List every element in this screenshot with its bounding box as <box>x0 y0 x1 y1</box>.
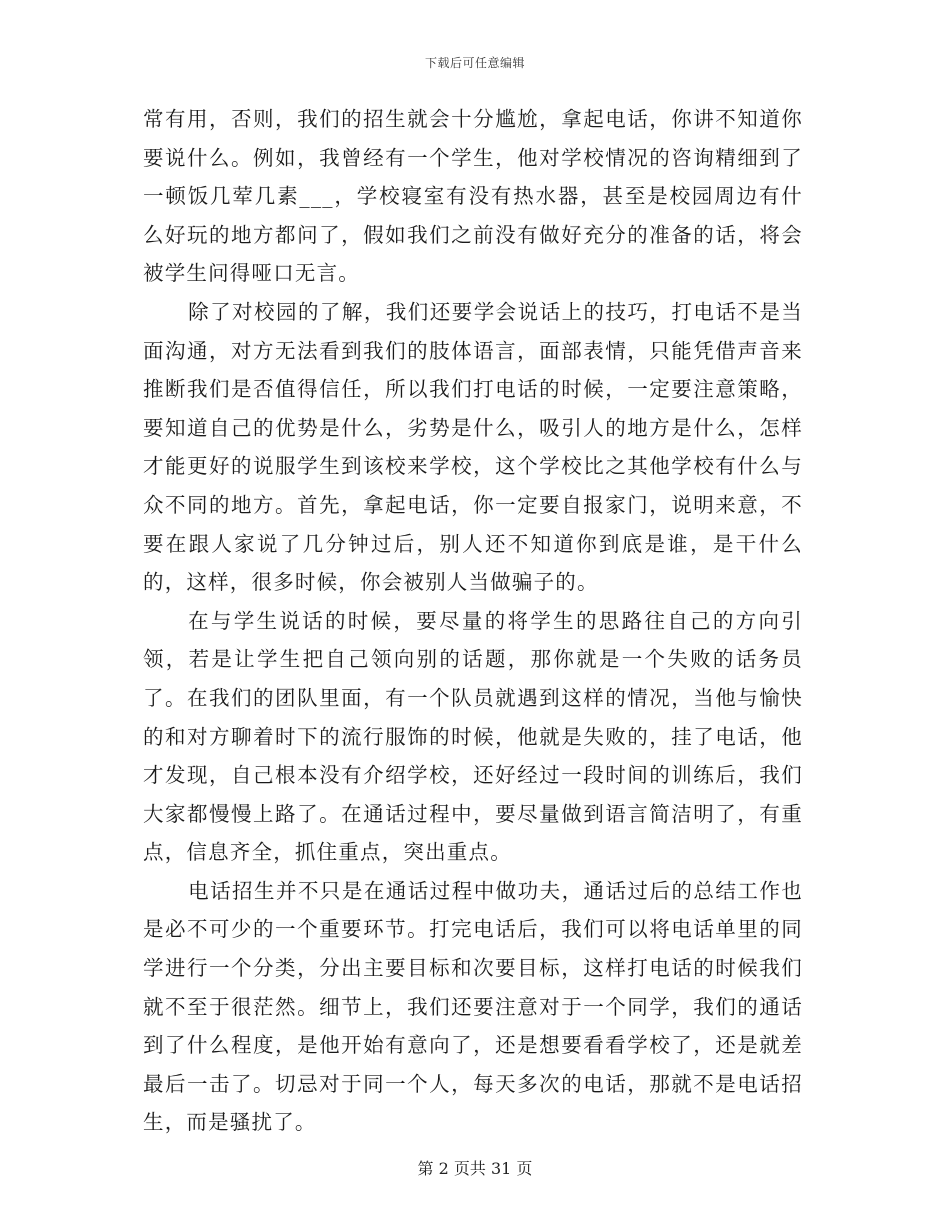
paragraph: 除了对校园的了解，我们还要学会说话上的技巧，打电话不是当面沟通，对方无法看到我们的肢体语言，面部表情，只能凭借声音来推断我们是否值得信任，所以我们打电话的时候，一定要注意策略，要知道自己的优势是什么，劣势是什么，吸引人的地方是什么，怎样才能更好的说服学生到该校来学校，这个学校比之其他学校有什么与众不同的地方。首先，拿起电话，你一定要自报家门，说明来意，不要在跟人家说了几分钟过后，别人还不知道你到底是谁，是干什么的，这样，很多时候，你会被别人当做骗子的。 <box>143 299 803 595</box>
page-number-footer: 第 2 页共 31 页 <box>417 1159 533 1178</box>
page-header: 下载后可任意编辑 <box>424 56 525 70</box>
paragraph: 常有用，否则，我们的招生就会十分尴尬，拿起电话，你讲不知道你要说什么。例如，我曾经有一个学生，他对学校情况的咨询精细到了一顿饭几荤几素___，学校寝室有没有热水器，甚至是校园周边有什么好玩的地方都问了，假如我们之前没有做好充分的准备的话，将会被学生问得哑口无言。 <box>143 107 803 286</box>
paragraph: 在与学生说话的时候，要尽量的将学生的思路往自己的方向引领，若是让学生把自己领向别的话题，那你就是一个失败的话务员了。在我们的团队里面，有一个队员就遇到这样的情况，当他与愉快的和对方聊着时下的流行服饰的时候，他就是失败的，挂了电话，他才发现，自己根本没有介绍学校，还好经过一段时间的训练后，我们大家都慢慢上路了。在通话过程中，要尽量做到语言简洁明了，有重点，信息齐全，抓住重点，突出重点。 <box>143 608 803 865</box>
paragraph: 电话招生并不只是在通话过程中做功夫，通话过后的总结工作也是必不可少的一个重要环节。打完电话后，我们可以将电话单里的同学进行一个分类，分出主要目标和次要目标，这样打电话的时候我们就不至于很茫然。细节上，我们还要注意对于一个同学，我们的通话到了什么程度，是他开始有意向了，还是想要看看学校了，还是就差最后一击了。切忌对于同一个人，每天多次的电话，那就不是电话招生，而是骚扰了。 <box>143 878 803 1135</box>
document-body <box>143 100 803 1142</box>
